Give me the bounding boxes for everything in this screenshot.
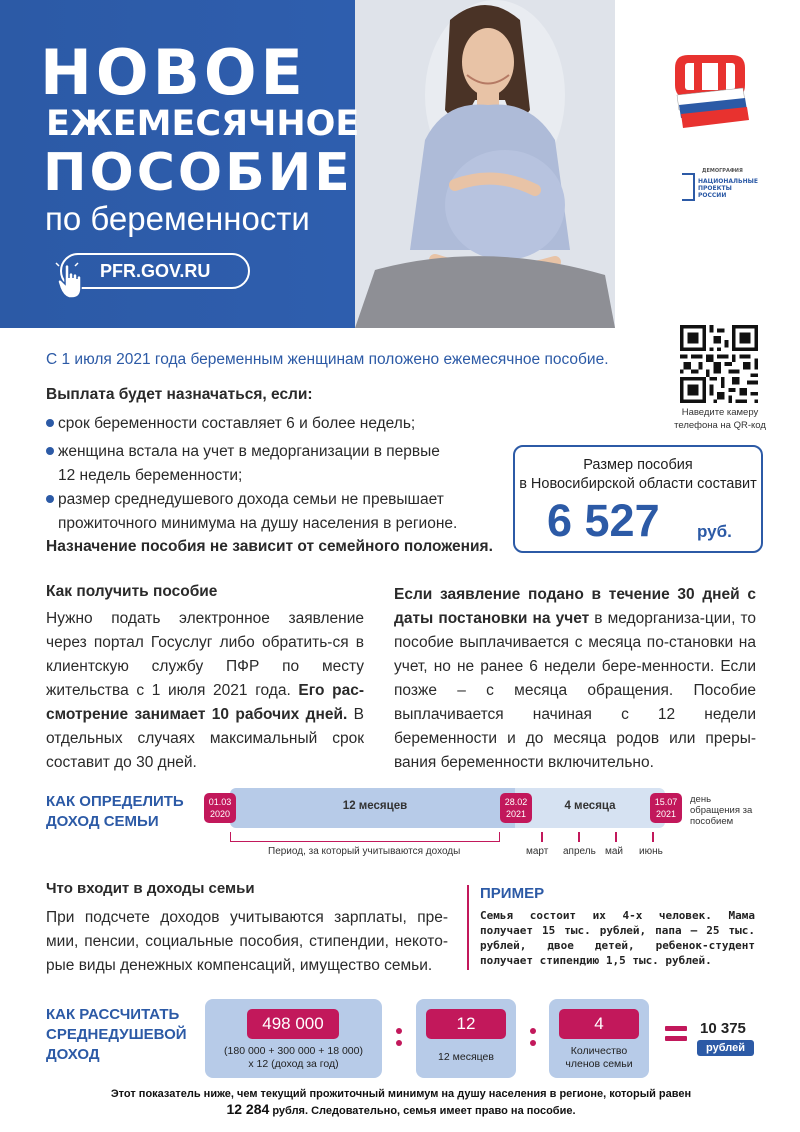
footer-conclusion xyxy=(46,1087,756,1119)
condition-text: прожиточного минимума на душу населения в регионе. xyxy=(58,515,458,532)
amount-label-line2: в Новосибирской области составит xyxy=(519,476,757,492)
example-divider xyxy=(467,885,469,970)
pfr-logo-icon xyxy=(665,50,755,130)
application-terms-text xyxy=(394,583,756,775)
timeline-side-label: день обращения за пособием xyxy=(690,794,753,827)
equals-icon xyxy=(665,1026,687,1042)
income-period-title-line: КАК ОПРЕДЕЛИТЬ xyxy=(46,793,184,810)
condition-text: срок беременности составляет 6 и более недель; xyxy=(58,415,416,432)
month-tick xyxy=(578,832,580,842)
calc-months-value: 12 xyxy=(426,1009,506,1039)
hero-title-line1: НОВОЕ xyxy=(40,36,307,109)
income-composition-title: Что входит в доходы семьи xyxy=(46,880,255,897)
intro-lead: С 1 июля 2021 года беременным женщинам положено ежемесячное пособие. xyxy=(46,351,609,368)
how-to-text-part: Нужно подать электронное заявление через портал Госуслуг либо обратить-ся в клиентскую службу ПФР по месту жительства с 1 июля 2021 года. xyxy=(46,610,364,699)
income-period-bracket xyxy=(230,832,500,842)
calc-income-label-line: (180 000 + 300 000 + 18 000) xyxy=(224,1045,363,1057)
timeline-period-12m xyxy=(230,788,520,828)
bullet-dot-icon xyxy=(46,419,54,427)
conditions-title: Выплата будет назначаться, если: xyxy=(46,386,313,403)
bullet-dot-icon xyxy=(46,447,54,455)
pointer-hand-icon xyxy=(55,262,91,302)
national-projects-small: ДЕМОГРАФИЯ xyxy=(702,168,743,174)
month-tick xyxy=(541,832,543,842)
terms-bold: Если заявление подано в течение 30 дней с даты постановки на учет xyxy=(394,586,756,627)
calc-income-label-line: х 12 (доход за год) xyxy=(248,1058,339,1070)
condition-text: 12 недель беременности; xyxy=(58,467,243,484)
condition-text: размер среднедушевого дохода семьи не превышает xyxy=(58,491,444,508)
month-label: март xyxy=(526,846,549,857)
condition-item xyxy=(46,488,496,536)
marital-note: Назначение пособия не зависит от семейного положения. xyxy=(46,538,493,555)
month-label: апрель xyxy=(563,846,596,857)
how-to-text xyxy=(46,607,364,775)
calc-members-box xyxy=(549,999,649,1078)
calc-title xyxy=(46,1005,187,1065)
hero-title-line3: ПОСОБИЕ xyxy=(43,143,353,203)
calc-months-label: 12 месяцев xyxy=(438,1051,494,1063)
qr-code[interactable] xyxy=(680,325,758,403)
calc-members-value: 4 xyxy=(559,1009,639,1039)
calc-title-line: КАК РАССЧИТАТЬ xyxy=(46,1006,180,1023)
timeline-period-label: 4 месяца xyxy=(564,800,616,812)
hero-title-line2: ЕЖЕМЕСЯЧНОЕ xyxy=(46,104,360,144)
calc-result-unit: рублей xyxy=(697,1040,754,1056)
calc-title-line: ДОХОД xyxy=(46,1046,100,1063)
hero-banner xyxy=(0,0,800,328)
amount-currency: руб. xyxy=(697,522,732,541)
pregnant-woman-illustration xyxy=(355,0,615,328)
condition-item xyxy=(46,440,496,488)
month-label: май xyxy=(605,846,624,857)
calc-income-label xyxy=(205,1045,382,1071)
how-to-title: Как получить пособие xyxy=(46,583,218,600)
timeline-period-4m xyxy=(515,788,665,828)
timeline-period-label: 12 месяцев xyxy=(342,800,408,812)
month-tick xyxy=(615,832,617,842)
national-projects-logo xyxy=(680,168,758,208)
amount-value: 6 527 xyxy=(547,495,660,546)
how-to-text-bold: Его рас-смотрение занимает 10 рабочих дней. xyxy=(46,682,364,723)
month-label: июнь xyxy=(639,846,663,857)
calc-income-value: 498 000 xyxy=(247,1009,339,1039)
hero-subtitle: по беременности xyxy=(45,200,310,237)
footer-line2: рубля. Следовательно, семья имеет право на пособие. xyxy=(269,1105,576,1117)
national-projects-icon xyxy=(680,172,696,202)
benefit-amount-box xyxy=(513,445,763,553)
calc-income-box xyxy=(205,999,382,1078)
calc-months-box xyxy=(416,999,516,1078)
footer-min-value: 12 284 xyxy=(226,1101,270,1117)
income-period-title xyxy=(46,792,184,832)
month-tick xyxy=(652,832,654,842)
qr-caption: Наведите камеру телефона на QR-код xyxy=(674,407,766,431)
example-title: ПРИМЕР xyxy=(480,885,545,902)
national-projects-title: НАЦИОНАЛЬНЫЕ ПРОЕКТЫ РОССИИ xyxy=(698,178,758,199)
divide-icon xyxy=(396,1022,402,1048)
calc-members-label xyxy=(549,1045,649,1071)
timeline-date-mid: 28.02 2021 xyxy=(500,793,532,823)
calc-title-line: СРЕДНЕДУШЕВОЙ xyxy=(46,1026,187,1043)
calc-result-value: 10 375 xyxy=(700,1020,746,1037)
timeline-date-start: 01.03 2020 xyxy=(204,793,236,823)
income-period-title-line: ДОХОД СЕМЬИ xyxy=(46,813,159,830)
divide-icon xyxy=(530,1022,536,1048)
terms-plain: в медорганиза-ции, то пособие выплачивается с месяца по-становки на учет, но не ранее 6 недели бере-менности. Если позже – с месяца обращения. Пособие выплачивается начиная с 12 недели беременности и до месяца родов или преры-вания беременности включительно. xyxy=(394,610,756,771)
how-to-text-part: В отдельных случаях максимальный срок составит до 30 дней. xyxy=(46,706,364,771)
calc-members-label-line: Количество xyxy=(570,1045,628,1057)
footer-line1: Этот показатель ниже, чем текущий прожиточный минимум на душу населения в регионе, который равен xyxy=(110,1088,692,1100)
condition-item xyxy=(46,412,415,436)
income-composition-text: При подсчете доходов учитываются зарплаты, пре-мии, пенсии, социальные пособия, стипендии, некото-рые виды денежных компенсаций, имущество семьи. xyxy=(46,909,448,974)
site-link-label: PFR.GOV.RU xyxy=(100,261,211,281)
condition-text: женщина встала на учет в медорганизации в первые xyxy=(58,443,440,460)
income-period-label: Период, за который учитываются доходы xyxy=(268,846,461,857)
calc-members-label-line: членов семьи xyxy=(565,1058,633,1070)
amount-label-line1: Размер пособия xyxy=(583,457,693,473)
example-text: Семья состоит их 4-х человек. Мама получает 15 тыс. рублей, папа – 25 тыс. рублей, двое детей, ребенок-студент получает стипендию 1,5 тыс. рублей. xyxy=(480,909,755,967)
timeline-date-end: 15.07 2021 xyxy=(650,793,682,823)
bullet-dot-icon xyxy=(46,495,54,503)
